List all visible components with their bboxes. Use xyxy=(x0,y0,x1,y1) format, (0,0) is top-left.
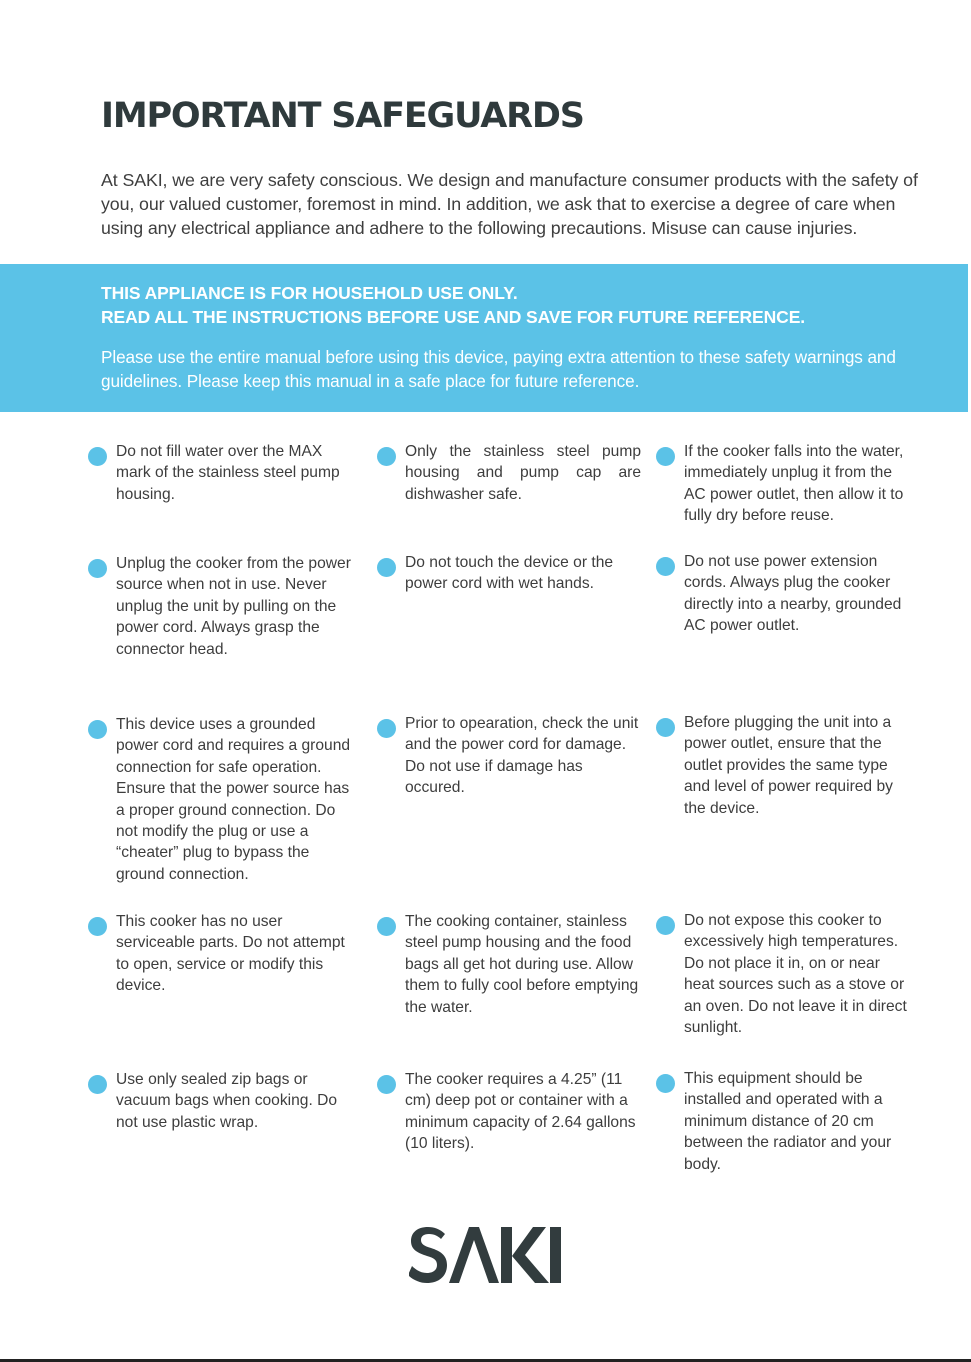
bullet-dot xyxy=(88,559,107,578)
safeguard-text: Unplug the cooker from the power source when not in use. Never unplug the unit by pulling on the power cord. Always grasp the connector head. xyxy=(116,555,351,658)
page-title: IMPORTANT SAFEGUARDS xyxy=(101,96,584,136)
safeguard-text: The cooker requires a 4.25” (11 cm) deep pot or container with a minimum capacity of 2.64 gallons (10 liters). xyxy=(405,1071,636,1153)
saki-logo-mark xyxy=(409,1227,561,1283)
banner-body: Please use the entire manual before using this device, paying extra attention to these safety warnings and guidelines. Please keep this manual in a safe place for future reference. xyxy=(101,347,896,391)
bullet-dot xyxy=(377,1075,396,1094)
bullet-dot xyxy=(377,917,396,936)
bullet-dot xyxy=(377,719,396,738)
bullet-dot xyxy=(656,557,675,576)
safeguard-text: Before plugging the unit into a power outlet, ensure that the outlet provides the same type and level of power required by the device. xyxy=(684,714,893,817)
safeguard-text: This device uses a grounded power cord and requires a ground connection for safe operation. Ensure that the power source has a proper ground connection. Do not modify the plug or use a “cheater” plug to bypass the ground connection. xyxy=(116,716,351,883)
safeguard-text: This cooker has no user serviceable parts. Do not attempt to open, service or modify this device. xyxy=(116,913,345,995)
safeguard-text: Use only sealed zip bags or vacuum bags when cooking. Do not use plastic wrap. xyxy=(116,1071,338,1131)
bullet-dot xyxy=(656,718,675,737)
bullet-dot xyxy=(88,447,107,466)
bullet-dot xyxy=(377,447,396,466)
safeguard-text: Prior to opearation, check the unit and the power cord for damage. Do not use if damage has occured. xyxy=(405,715,639,797)
bullet-dot xyxy=(88,917,107,936)
banner-heading-line1: THIS APPLIANCE IS FOR HOUSEHOLD USE ONLY. xyxy=(101,283,518,303)
safeguard-text: If the cooker falls into the water, immediately unplug it from the AC power outlet, then allow it to fully dry before reuse. xyxy=(684,443,904,525)
safeguard-text: Do not expose this cooker to excessively high temperatures. Do not place it in, on or near heat sources such as a stove or an oven. Do not leave it in direct sunlight. xyxy=(684,912,907,1037)
bullet-dot xyxy=(656,1074,675,1093)
intro-paragraph: At SAKI, we are very safety conscious. We design and manufacture consumer products with the safety of you, our valued customer, foremost in mind. In addition, we ask that to exercise a degree of care when using any electrical appliance and adhere to the following precautions. Misuse can cause injuries. xyxy=(101,170,918,238)
saki-logo xyxy=(409,1226,561,1284)
banner-heading-line2: READ ALL THE INSTRUCTIONS BEFORE USE AND SAVE FOR FUTURE REFERENCE. xyxy=(101,307,806,327)
bullet-dot xyxy=(377,558,396,577)
bullet-dot xyxy=(656,916,675,935)
safeguard-text: The cooking container, stainless steel pump housing and the food bags all get hot during use. Allow them to fully cool before emptying the water. xyxy=(405,913,639,1016)
safeguard-text: Do not fill water over the MAX mark of the stainless steel pump housing. xyxy=(116,443,340,503)
banner-heading xyxy=(101,281,805,329)
bullet-dot xyxy=(656,447,675,466)
bullet-dot xyxy=(88,720,107,739)
safeguard-text: Do not touch the device or the power cord with wet hands. xyxy=(405,554,614,593)
safeguard-text: This equipment should be installed and operated with a minimum distance of 20 cm between the radiator and your body. xyxy=(684,1070,892,1173)
safeguard-text: Only the stainless steel pump housing and pump cap are dishwasher safe. xyxy=(405,443,641,503)
safeguard-text: Do not use power extension cords. Always plug the cooker directly into a nearby, grounded AC power outlet. xyxy=(684,553,902,635)
bullet-dot xyxy=(88,1075,107,1094)
